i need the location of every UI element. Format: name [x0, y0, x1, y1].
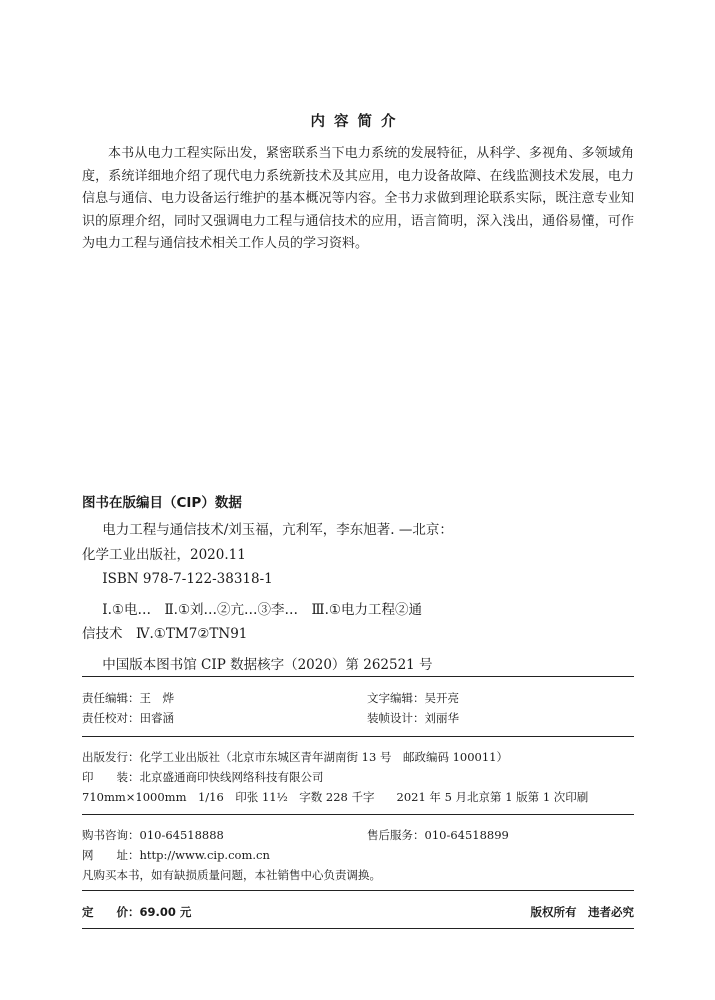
- printer-info: 印 装：北京盛通商印快线网络科技有限公司: [82, 770, 324, 784]
- website-info: 网 址：http://www.cip.com.cn: [82, 848, 270, 862]
- replacement-notice: 凡购买本书，如有缺损质量问题，本社销售中心负责调换。: [82, 868, 381, 882]
- publisher-info: 出版发行：化学工业出版社（北京市东城区青年湖南街 13 号 邮政编码 100011）: [82, 750, 508, 764]
- text-editor: 文字编辑：吴开亮: [367, 691, 459, 705]
- divider-line: [82, 928, 634, 929]
- editors-row-1: [82, 689, 634, 708]
- cip-heading: 图书在版编目（CIP）数据: [82, 495, 242, 511]
- cip-line-classification: Ⅰ.①电… Ⅱ.①刘…②亢…③李… Ⅲ.①电力工程②通: [102, 601, 422, 618]
- service-hotline: 售后服务：010-64518899: [367, 828, 509, 842]
- cip-line-publisher: 化学工业出版社，2020.11: [82, 546, 246, 563]
- responsible-proofreader: 责任校对：田睿涵: [82, 711, 174, 725]
- summary-paragraph: [82, 143, 634, 256]
- summary-title: 内容简介: [310, 114, 405, 130]
- divider-line: [82, 736, 634, 737]
- cip-data-block: [82, 518, 634, 677]
- divider-line: [82, 676, 634, 677]
- responsible-editor: 责任编辑：王 烨: [82, 691, 174, 705]
- copyright-notice: 版权所有 违者必究: [530, 905, 634, 919]
- cip-line-isbn: ISBN 978-7-122-38318-1: [102, 571, 273, 587]
- print-specs: [82, 788, 634, 807]
- editors-row-2: [82, 709, 634, 728]
- contact-row: [82, 826, 634, 845]
- cip-line-record-number: 中国版本图书馆 CIP 数据核字（2020）第 262521 号: [102, 656, 433, 673]
- print-specs-size: 710mm×1000mm 1/16 印张 11½ 字数 228 千字: [82, 790, 375, 804]
- print-specs-edition: 2021 年 5 月北京第 1 版第 1 次印刷: [396, 790, 589, 804]
- cip-line-classification-cont: 信技术 Ⅳ.①TM7②TN91: [82, 626, 248, 642]
- price-label: 定 价：: [82, 905, 140, 919]
- divider-line: [82, 890, 634, 891]
- divider-line: [82, 814, 634, 815]
- cip-line-title: 电力工程与通信技术/刘玉福，亢利军，李东旭著. —北京：: [102, 522, 453, 538]
- price-row: [82, 903, 634, 922]
- summary-text: 本书从电力工程实际出发，紧密联系当下电力系统的发展特征，从科学、多视角、多领域角度，系统详细地介绍了现代电力系统新技术及其应用，电力设备故障、在线监测技术发展，电力信息与通信、电力设备运行维护的基本概况等内容。全书力求做到理论联系实际，既注意专业知识的原理介绍，同时又强调电力工程与通信技术的应用，语言简明，深入浅出，通俗易懂，可作为电力工程与通信技术相关工作人员的学习资料。: [82, 146, 634, 252]
- cover-designer: 装帧设计：刘丽华: [367, 711, 459, 725]
- purchase-hotline: 购书咨询：010-64518888: [82, 828, 224, 842]
- price-value: 69.00 元: [139, 905, 192, 919]
